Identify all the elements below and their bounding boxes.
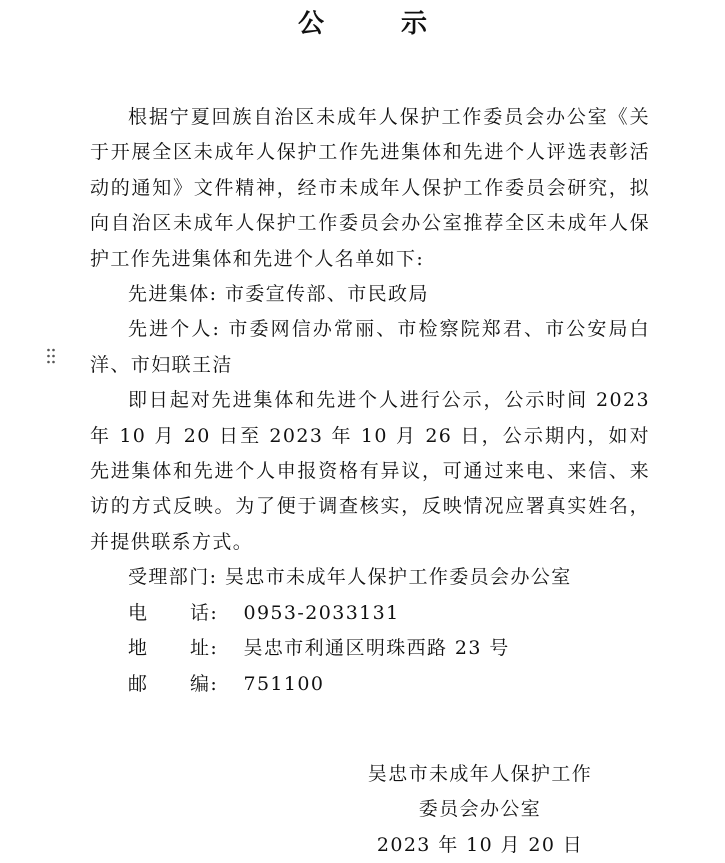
notice-body: [90, 100, 650, 702]
contact-address-row: [90, 631, 650, 666]
postal-value: 751100: [243, 672, 325, 695]
contact-phone-row: [90, 596, 650, 631]
contact-postal-row: [90, 667, 650, 702]
phone-label-char-1: 电: [128, 601, 149, 624]
drag-handle-icon[interactable]: [46, 347, 56, 365]
notice-paragraph: 即日起对先进集体和先进个人进行公示，公示时间 2023 年 10 月 20 日至 2023 年 10 月 26 日，公示期内，如对先进集体和先进个人申报资格有异议，可通过来电、来信、来访的方式反映。为了便于调查核实，反映情况应署真实姓名，并提供联系方式。: [90, 389, 650, 553]
phone-label-char-2: 话:: [190, 601, 219, 624]
signature-date: 2023 年 10 月 20 日: [376, 833, 584, 856]
dept-label: 受理部门:: [128, 566, 218, 589]
contact-dept-row: [90, 560, 650, 595]
phone-label: [128, 596, 236, 631]
page-title: 公 示: [297, 9, 462, 39]
postal-label: [128, 667, 236, 702]
address-value: 吴忠市利通区明珠西路 23 号: [243, 637, 510, 660]
intro-paragraph: 根据宁夏回族自治区未成年人保护工作委员会办公室《关于开展全区未成年人保护工作先进集体和先进个人评选表彰活动的通知》文件精神，经市未成年人保护工作委员会研究，拟向自治区未成年人保护工作委员会办公室推荐全区未成年人保护工作先进集体和先进个人名单如下:: [90, 106, 650, 270]
address-label-char-2: 址:: [190, 637, 219, 660]
postal-label-char-1: 邮: [128, 672, 149, 695]
individual-paragraph: 先进个人: 市委网信办常丽、市检察院郑君、市公安局白洋、市妇联王洁: [90, 318, 650, 376]
address-label-char-1: 地: [128, 637, 149, 660]
signature-org-line2: 委员会办公室: [418, 798, 542, 821]
address-label: [128, 631, 236, 666]
signature-org-line1: 吴忠市未成年人保护工作: [367, 763, 593, 785]
signature-block: [340, 757, 620, 863]
phone-value: 0953-2033131: [243, 601, 400, 624]
postal-label-char-2: 编:: [190, 672, 219, 695]
collective-paragraph: 先进集体: 市委宣传部、市民政局: [128, 283, 429, 306]
dept-value: 吴忠市未成年人保护工作委员会办公室: [224, 566, 572, 589]
